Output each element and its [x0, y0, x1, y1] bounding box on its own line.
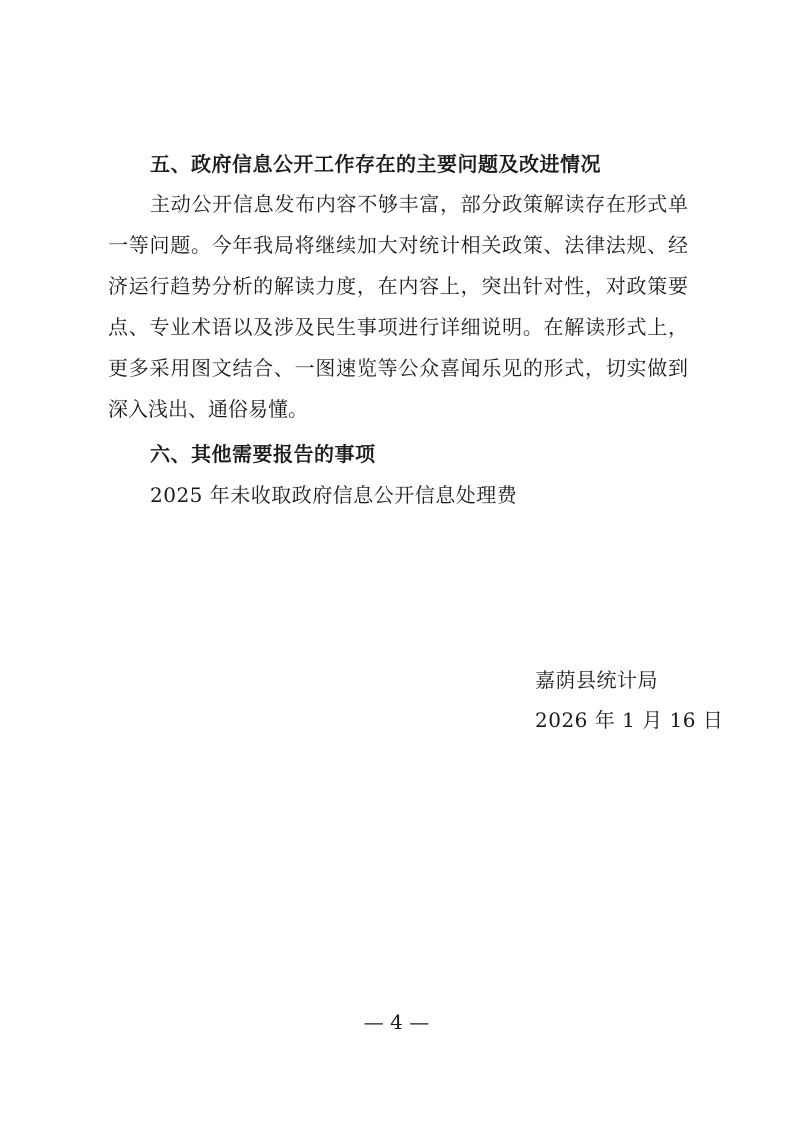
signature-date: 2026 年 1 月 16 日 — [535, 708, 724, 732]
section-6-body: 2025 年未收取政府信息公开信息处理费 — [150, 483, 518, 507]
section-5-paragraph-line: 更多采用图文结合、一图速览等公众喜闻乐见的形式，切实做到 — [108, 356, 688, 380]
section-5-paragraph-line: 深入浅出、通俗易懂。 — [108, 397, 308, 421]
signature-organization: 嘉荫县统计局 — [535, 668, 658, 692]
section-5-paragraph-line: 主动公开信息发布内容不够丰富，部分政策解读存在形式单 — [150, 192, 688, 216]
page-number: — 4 — — [363, 1010, 430, 1034]
section-5-paragraph-line: 一等问题。今年我局将继续加大对统计相关政策、法律法规、经 — [108, 233, 688, 257]
section-5-paragraph-line: 济运行趋势分析的解读力度，在内容上，突出针对性，对政策要 — [108, 274, 688, 298]
section-5-paragraph-line: 点、专业术语以及涉及民生事项进行详细说明。在解读形式上， — [108, 315, 688, 339]
section-5-heading: 五、政府信息公开工作存在的主要问题及改进情况 — [150, 152, 601, 176]
section-6-heading: 六、其他需要报告的事项 — [150, 442, 376, 466]
